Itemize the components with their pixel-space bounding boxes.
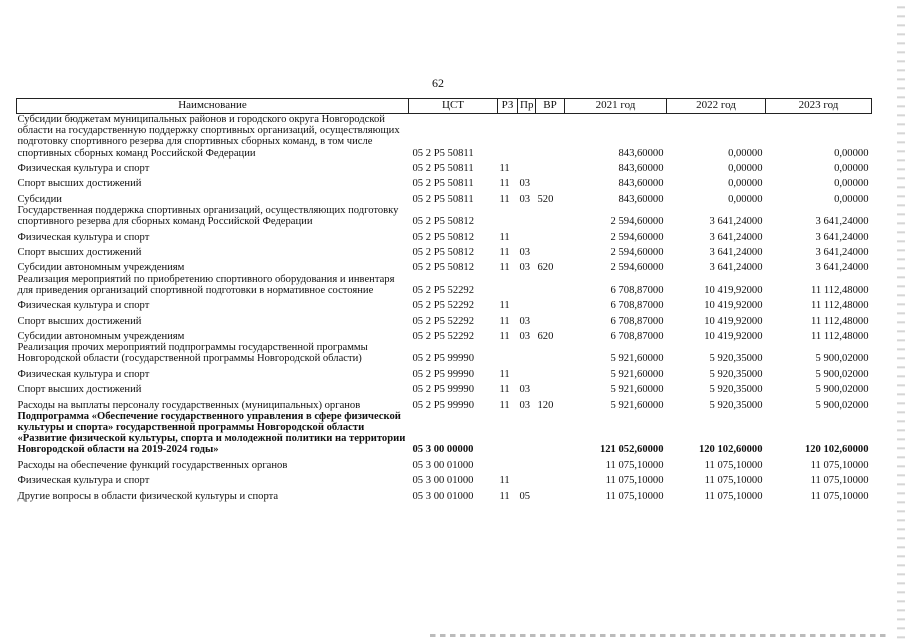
row-2022-cell: 5 920,35000 [709,399,763,411]
row-vr-cell [536,342,565,364]
row-2021-cell: 6 708,87000 [610,300,664,312]
row-name-cell: Спорт высших достижений [17,178,142,190]
row-cst-cell: 05 2 P5 52292 [412,300,475,312]
row-2021-cell: 843,60000 [618,147,664,159]
row-cst-cell: 05 2 P5 99990 [412,368,475,380]
row-2021-cell: 2 594,60000 [610,262,664,274]
row-2021-cell: 2 594,60000 [610,246,664,258]
row-2023-cell: 3 641,24000 [815,246,869,258]
scan-bottom-artifact [430,634,890,637]
table-row [17,159,872,174]
row-2023-cell: 11 075,10000 [810,490,869,502]
row-rz-cell: 11 [499,475,510,487]
scan-edge-artifact [897,0,905,640]
row-2023-cell: 0,00000 [834,193,869,205]
row-rz-cell: 11 [499,231,510,243]
row-2023-cell: 120 102,60000 [804,444,869,456]
row-name-cell: Субсидии автономным учреждениям [17,330,185,342]
row-cst-cell: 05 3 00 00000 [412,444,474,456]
row-cst-cell: 05 2 P5 50812 [412,216,475,228]
row-name-cell: Физическая культура и спорт [17,475,150,487]
row-2023-cell: 11 112,48000 [811,300,869,312]
row-2023-cell: 3 641,24000 [815,231,869,243]
row-2022-cell: 10 419,92000 [704,284,763,296]
row-vr-cell [536,486,565,501]
row-2022-cell: 5 920,35000 [709,384,763,396]
row-2021-cell: 6 708,87000 [610,315,664,327]
row-2023-cell: 5 900,02000 [815,384,869,396]
row-2021-cell: 5 921,60000 [610,353,664,365]
row-rz-cell: 11 [499,246,510,258]
row-2022-cell: 11 075,10000 [704,490,763,502]
row-vr-cell [536,471,565,486]
row-vr-cell [536,159,565,174]
row-name-cell: Спорт высших достижений [17,315,142,327]
row-2021-cell: 11 075,10000 [605,490,664,502]
row-2021-cell: 843,60000 [618,163,664,174]
row-2021-cell: 843,60000 [618,193,664,205]
row-rz-cell: 11 [499,330,510,342]
row-cst-cell: 05 2 P5 50811 [412,147,474,159]
table-row [17,456,872,471]
table-row [17,114,872,159]
row-vr-cell [536,114,565,159]
row-pr-cell [518,296,536,311]
row-vr-cell [536,205,565,227]
table-body [17,114,872,502]
row-pr-cell [518,471,536,486]
row-pr-cell: 03 [519,399,531,411]
row-name-cell: Расходы на выплаты персоналу государственных (муниципальных) органов [17,399,361,411]
row-name-cell: Физическая культура и спорт [17,231,150,243]
row-rz-cell [498,114,518,159]
row-cst-cell: 05 2 P5 50811 [412,193,474,205]
row-vr-cell: 620 [537,262,554,274]
row-2022-cell: 3 641,24000 [709,246,763,258]
row-cst-cell: 05 3 00 01000 [412,459,474,471]
table-row [17,380,872,395]
table-row [17,205,872,227]
row-pr-cell [518,205,536,227]
row-2023-cell: 11 112,48000 [811,315,869,327]
row-2022-cell: 5 920,35000 [709,368,763,380]
table-row [17,258,872,273]
row-cst-cell: 05 2 P5 99990 [412,384,475,396]
row-vr-cell [536,227,565,242]
header-name: Наимснование [17,99,409,114]
row-name-cell: Физическая культура и спорт [17,300,150,312]
table-row [17,411,872,456]
row-rz-cell [498,205,518,227]
header-pr: Пр [518,99,536,114]
row-cst-cell: 05 3 00 01000 [412,490,474,502]
row-2021-cell: 843,60000 [618,178,664,190]
row-name-cell: Государственная поддержка спортивных организаций, осуществляющих подготовку спортивного резерва для сборных команд Российской Федерации [17,204,399,228]
row-pr-cell: 03 [519,384,531,396]
row-2022-cell: 120 102,60000 [698,444,763,456]
row-rz-cell: 11 [499,368,510,380]
row-2023-cell: 3 641,24000 [815,216,869,228]
row-pr-cell [518,274,536,296]
row-2021-cell: 11 075,10000 [605,459,664,471]
row-pr-cell [518,411,536,456]
row-pr-cell [518,342,536,364]
row-2022-cell: 10 419,92000 [704,300,763,312]
row-cst-cell: 05 2 P5 50811 [412,163,474,174]
header-2023: 2023 год [766,99,872,114]
row-2023-cell: 0,00000 [834,163,869,174]
header-rz: РЗ [498,99,518,114]
row-2023-cell: 0,00000 [834,178,869,190]
row-pr-cell [518,456,536,471]
row-rz-cell: 11 [499,399,510,411]
row-2023-cell: 0,00000 [834,147,869,159]
row-2022-cell: 11 075,10000 [704,459,763,471]
row-vr-cell [536,456,565,471]
header-vr: ВР [536,99,565,114]
row-rz-cell: 11 [499,384,510,396]
header-cst: ЦСТ [409,99,498,114]
header-2021: 2021 год [565,99,667,114]
row-name-cell: Подпрограмма «Обеспечение государственного управления в сфере физической культуры и спорта» государственной программы Новгородской области «Развитие физической культуры, спорта и молодежной политики на территории Новгородской области на 2019-2024 годы» [17,410,406,456]
row-vr-cell [536,311,565,326]
row-vr-cell [536,243,565,258]
row-rz-cell [498,274,518,296]
row-vr-cell [536,365,565,380]
table-row [17,311,872,326]
row-cst-cell: 05 2 P5 50812 [412,231,475,243]
row-name-cell: Спорт высших достижений [17,246,142,258]
row-name-cell: Расходы на обеспечение функций государственных органов [17,459,288,471]
row-2022-cell: 0,00000 [728,147,763,159]
row-pr-cell: 03 [519,193,531,205]
row-cst-cell: 05 2 P5 50812 [412,262,475,274]
row-pr-cell: 05 [519,490,531,502]
row-cst-cell: 05 3 00 01000 [412,475,474,487]
row-2022-cell: 0,00000 [728,193,763,205]
row-2021-cell: 2 594,60000 [610,231,664,243]
row-2021-cell: 5 921,60000 [610,384,664,396]
row-2022-cell: 10 419,92000 [704,315,763,327]
row-name-cell: Субсидии автономным учреждениям [17,262,185,274]
row-rz-cell: 11 [499,163,510,174]
row-cst-cell: 05 2 P5 52292 [412,330,475,342]
row-rz-cell: 11 [499,193,510,205]
row-name-cell: Спорт высших достижений [17,384,142,396]
row-2021-cell: 5 921,60000 [610,399,664,411]
table-row [17,395,872,410]
row-cst-cell: 05 2 P5 52292 [412,284,475,296]
table-row [17,471,872,486]
row-rz-cell: 11 [499,315,510,327]
row-vr-cell: 520 [537,193,554,205]
row-2021-cell: 121 052,60000 [599,444,664,456]
row-pr-cell [518,227,536,242]
row-vr-cell [536,296,565,311]
row-2023-cell: 11 075,10000 [810,459,869,471]
row-2023-cell: 11 112,48000 [811,330,869,342]
row-2021-cell: 5 921,60000 [610,368,664,380]
row-pr-cell [518,365,536,380]
row-name-cell: Субсидии [17,193,62,205]
row-2021-cell: 11 075,10000 [605,475,664,487]
table-row [17,190,872,205]
row-rz-cell [498,342,518,364]
row-2022-cell: 10 419,92000 [704,330,763,342]
table-row [17,174,872,189]
row-name-cell: Реализация мероприятий по приобретению спортивного оборудования и инвентаря для приведения организаций спортивной подготовки в нормативное состояние [17,273,395,296]
row-2023-cell: 5 900,02000 [815,399,869,411]
row-vr-cell [536,380,565,395]
row-pr-cell: 03 [519,315,531,327]
row-2022-cell: 3 641,24000 [709,216,763,228]
row-pr-cell [518,159,536,174]
table-row [17,243,872,258]
row-vr-cell [536,411,565,456]
table-row [17,327,872,342]
row-2021-cell: 2 594,60000 [610,216,664,228]
row-name-cell: Субсидии бюджетам муниципальных районов и городского округа Новгородской области на государственную поддержку спортивных организаций, осуществляющих подготовку спортивного резерва для спортивных сборных команд, в том числе спортивных сборных команд Российской Федерации [17,114,400,159]
row-2021-cell: 6 708,87000 [610,330,664,342]
row-2022-cell: 0,00000 [728,178,763,190]
page-number: 62 [432,76,444,90]
table-row [17,296,872,311]
row-2023-cell: 5 900,02000 [815,353,869,365]
row-rz-cell: 11 [499,300,510,312]
row-vr-cell: 120 [537,399,554,411]
row-rz-cell [498,411,518,456]
row-rz-cell: 11 [499,262,510,274]
table-row [17,486,872,501]
row-name-cell: Другие вопросы в области физической культуры и спорта [17,490,279,502]
row-name-cell: Реализация прочих мероприятий подпрограммы государственной программы Новгородской области (государственной программы Новгородской области) [17,342,368,365]
row-2023-cell: 11 112,48000 [811,284,869,296]
row-name-cell: Физическая культура и спорт [17,368,150,380]
row-cst-cell: 05 2 P5 52292 [412,315,475,327]
row-2022-cell: 3 641,24000 [709,262,763,274]
row-rz-cell: 11 [499,178,510,190]
row-cst-cell: 05 2 P5 99990 [412,353,475,365]
row-pr-cell: 03 [519,330,531,342]
row-vr-cell: 620 [537,330,554,342]
table-row [17,274,872,296]
row-2021-cell: 6 708,87000 [610,284,664,296]
row-2022-cell: 11 075,10000 [704,475,763,487]
row-pr-cell: 03 [519,262,531,274]
table-row [17,342,872,364]
row-2022-cell: 0,00000 [728,163,763,174]
table-row [17,365,872,380]
row-2022-cell: 5 920,35000 [709,353,763,365]
row-2023-cell: 11 075,10000 [810,475,869,487]
row-cst-cell: 05 2 P5 99990 [412,399,475,411]
row-name-cell: Физическая культура и спорт [17,163,150,174]
row-2023-cell: 3 641,24000 [815,262,869,274]
row-2022-cell: 3 641,24000 [709,231,763,243]
row-2023-cell: 5 900,02000 [815,368,869,380]
header-2022: 2022 год [667,99,766,114]
row-pr-cell: 03 [519,178,531,190]
row-vr-cell [536,174,565,189]
row-vr-cell [536,274,565,296]
row-cst-cell: 05 2 P5 50811 [412,178,474,190]
row-rz-cell [498,456,518,471]
row-pr-cell: 03 [519,246,531,258]
table-header-row [17,99,872,114]
table-row [17,227,872,242]
budget-table [16,98,872,502]
row-cst-cell: 05 2 P5 50812 [412,246,475,258]
row-rz-cell: 11 [499,490,510,502]
row-pr-cell [518,114,536,159]
